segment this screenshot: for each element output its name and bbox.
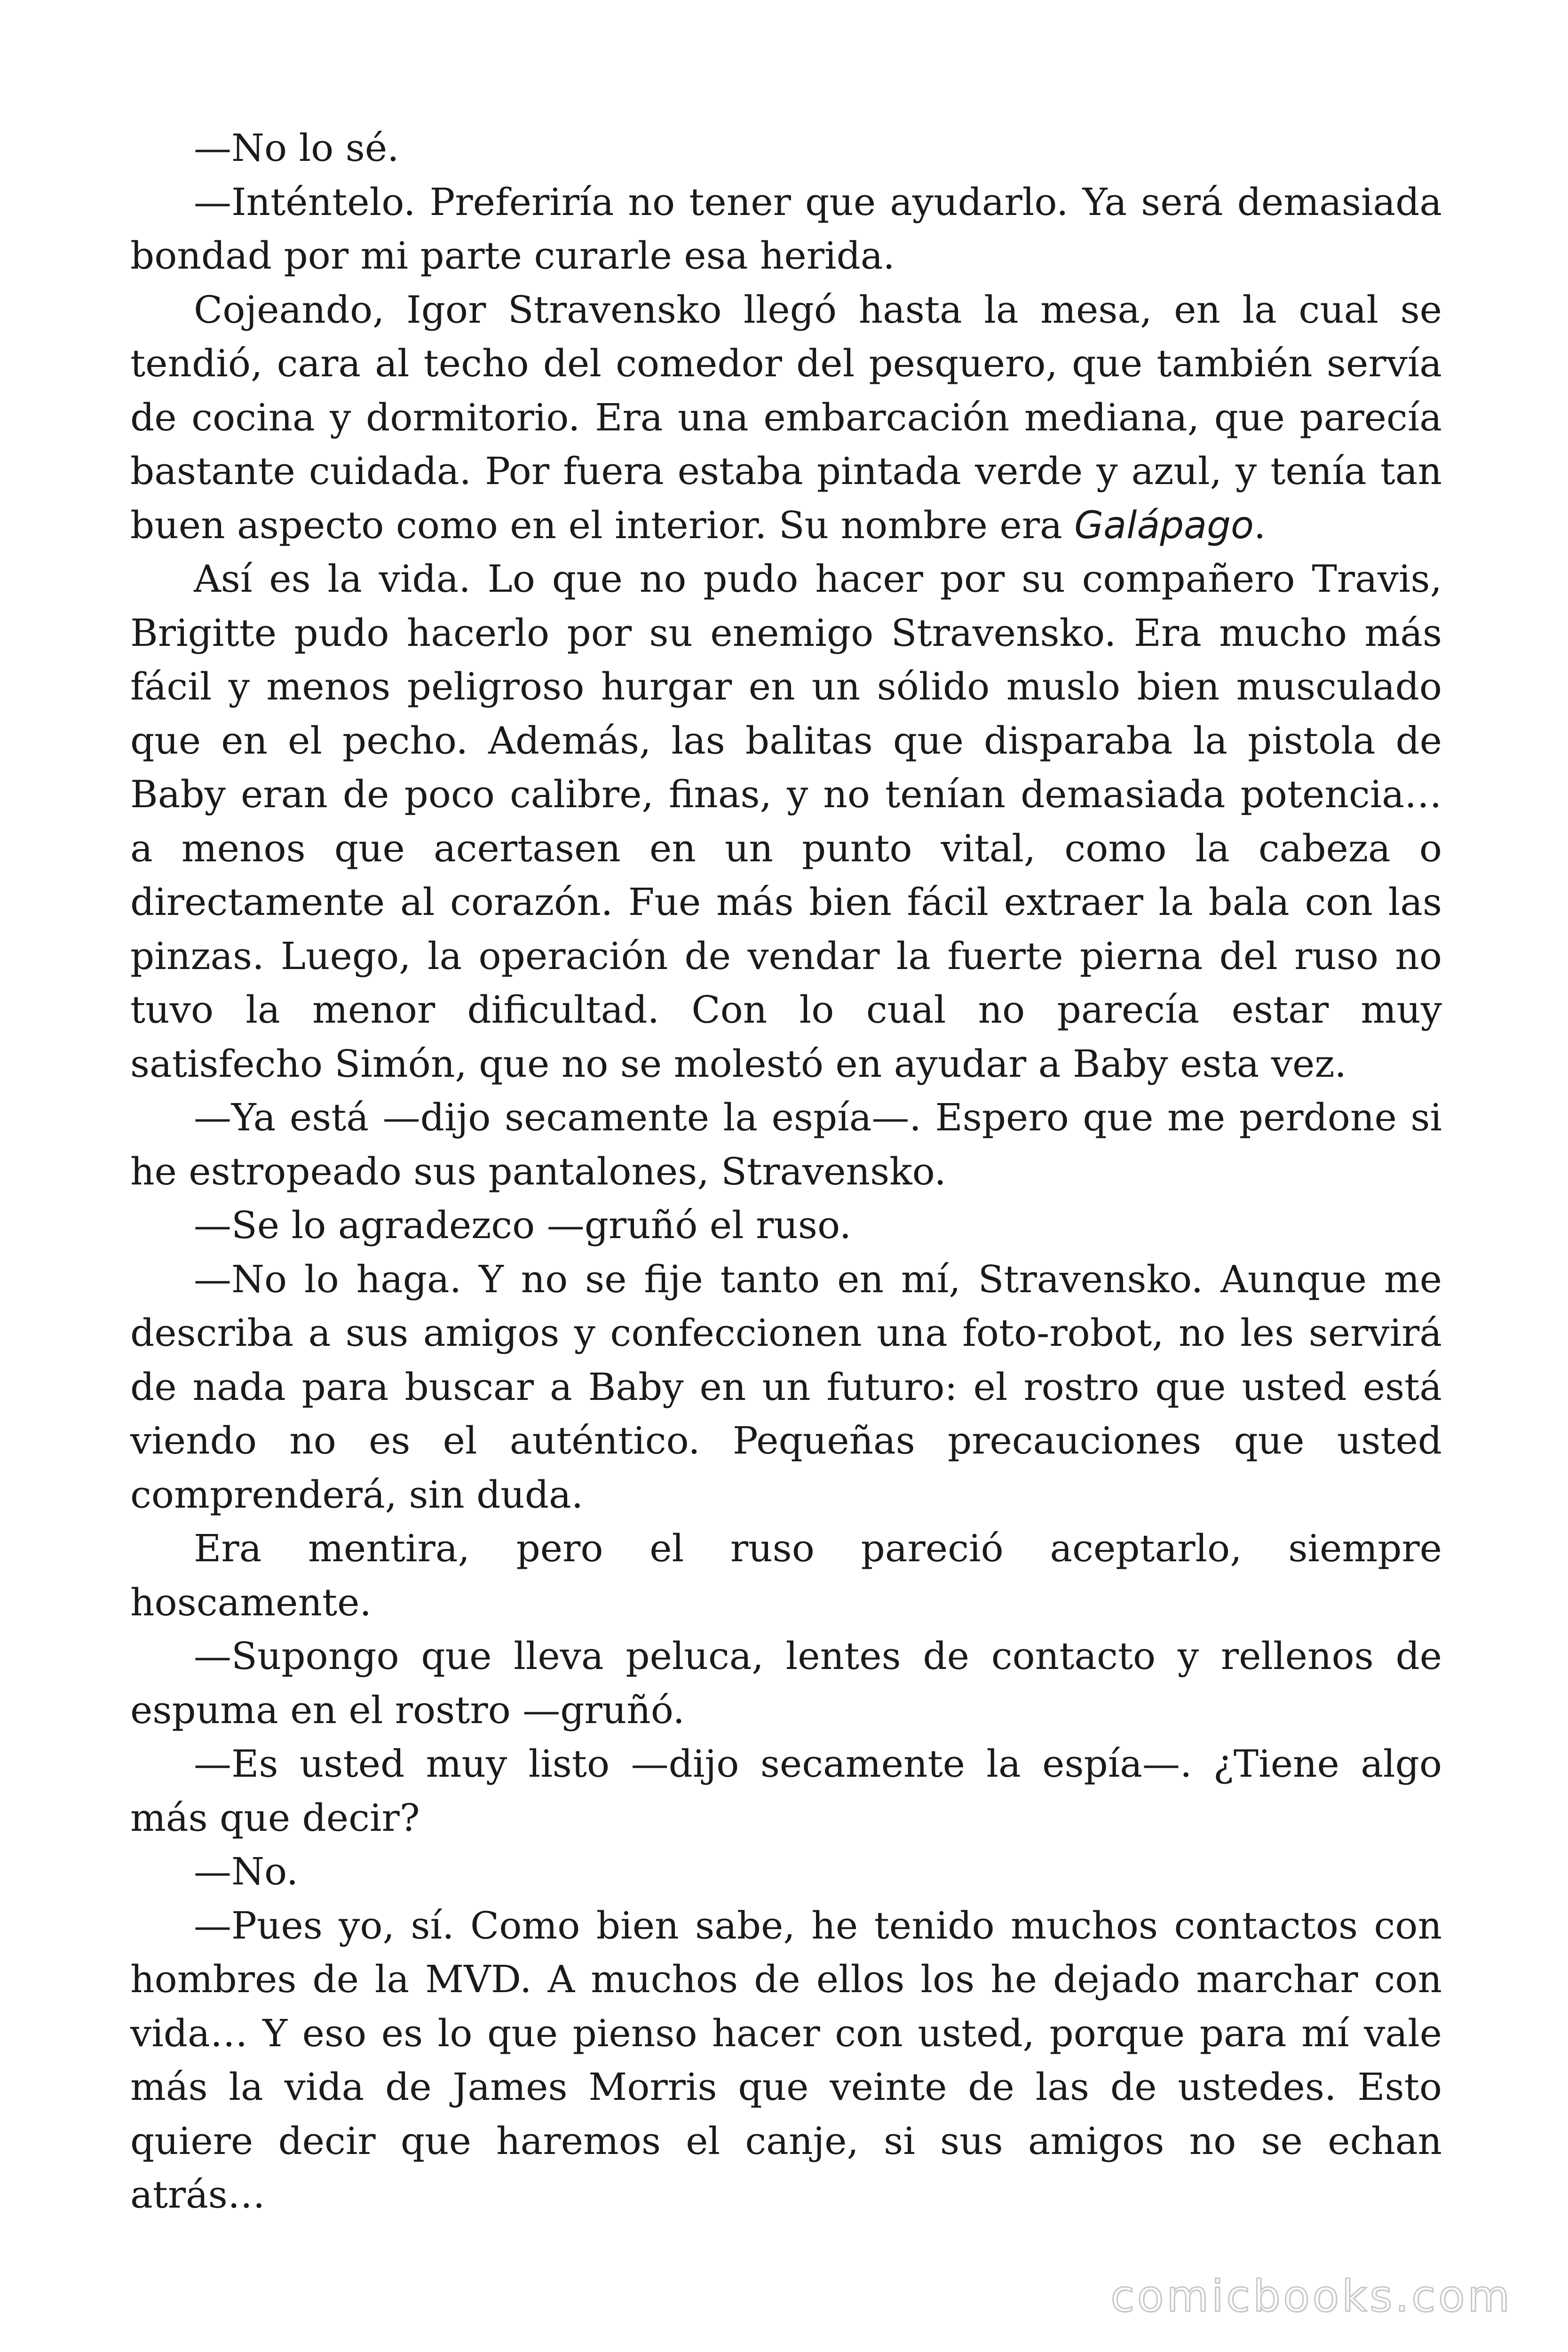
paragraph: —No lo haga. Y no se fije tanto en mí, Stravensko. Aunque me describa a sus amigos y confeccionen una foto-robot, no les servirá de nada para buscar a Baby en un futuro: el rostro que usted está viendo no es el auténtico. Pequeñas precauciones que usted comprenderá, sin duda. <box>130 1257 1442 1517</box>
boat-name: Galápago <box>1074 503 1254 547</box>
paragraph: —Es usted muy listo —dijo secamente la espía—. ¿Tiene algo más que decir? <box>130 1742 1442 1840</box>
paragraph <box>130 283 1442 553</box>
paragraph: —Ya está —dijo secamente la espía—. Espero que me perdone si he estropeado sus pantalones, Stravensko. <box>130 1096 1442 1193</box>
paragraph: —No. <box>194 1850 299 1893</box>
paragraph: —Se lo agradezco —gruñó el ruso. <box>194 1203 852 1247</box>
paragraph-text: Cojeando, Igor Stravensko llegó hasta la mesa, en la cual se tendió, cara al techo del comedor del pesquero, que también servía de cocina y dormitorio. Era una embarcación mediana, que parecía bastante cuidada. Por fuera estaba pintada verde y azul, y tenía tan buen aspecto como en el interior. Su nombre era <box>130 287 1442 547</box>
paragraph: —Supongo que lleva peluca, lentes de contacto y rellenos de espuma en el rostro —gruñó. <box>130 1634 1442 1732</box>
paragraph: —No lo sé. <box>194 126 399 170</box>
paragraph: —Inténtelo. Preferiría no tener que ayudarlo. Ya será demasiada bondad por mi parte curarle esa herida. <box>130 180 1442 278</box>
paragraph: Así es la vida. Lo que no pudo hacer por su compañero Travis, Brigitte pudo hacerlo por su enemigo Stravensko. Era mucho más fácil y menos peligroso hurgar en un sólido muslo bien musculado que en el pecho. Además, las balitas que disparaba la pistola de Baby eran de poco calibre, finas, y no tenían demasiada potencia… a menos que acertasen en un punto vital, como la cabeza o directamente al corazón. Fue más bien fácil extraer la bala con las pinzas. Luego, la operación de vendar la fuerte pierna del ruso no tuvo la menor dificultad. Con lo cual no parecía estar muy satisfecho Simón, que no se molestó en ayudar a Baby esta vez. <box>130 557 1442 1086</box>
paragraph: —Pues yo, sí. Como bien sabe, he tenido muchos contactos con hombres de la MVD. A muchos de ellos los he dejado marchar con vida… Y eso es lo que pienso hacer con usted, porque para mí vale más la vida de James Morris que veinte de las de ustedes. Esto quiere decir que haremos el canje, si sus amigos no se echan atrás… <box>130 1903 1442 2217</box>
watermark: comicbooks.com <box>1110 2271 1513 2321</box>
paragraph: Era mentira, pero el ruso pareció aceptarlo, siempre hoscamente. <box>130 1526 1442 1624</box>
boat-name-suffix: . <box>1253 503 1266 547</box>
body-text <box>130 121 1442 2222</box>
